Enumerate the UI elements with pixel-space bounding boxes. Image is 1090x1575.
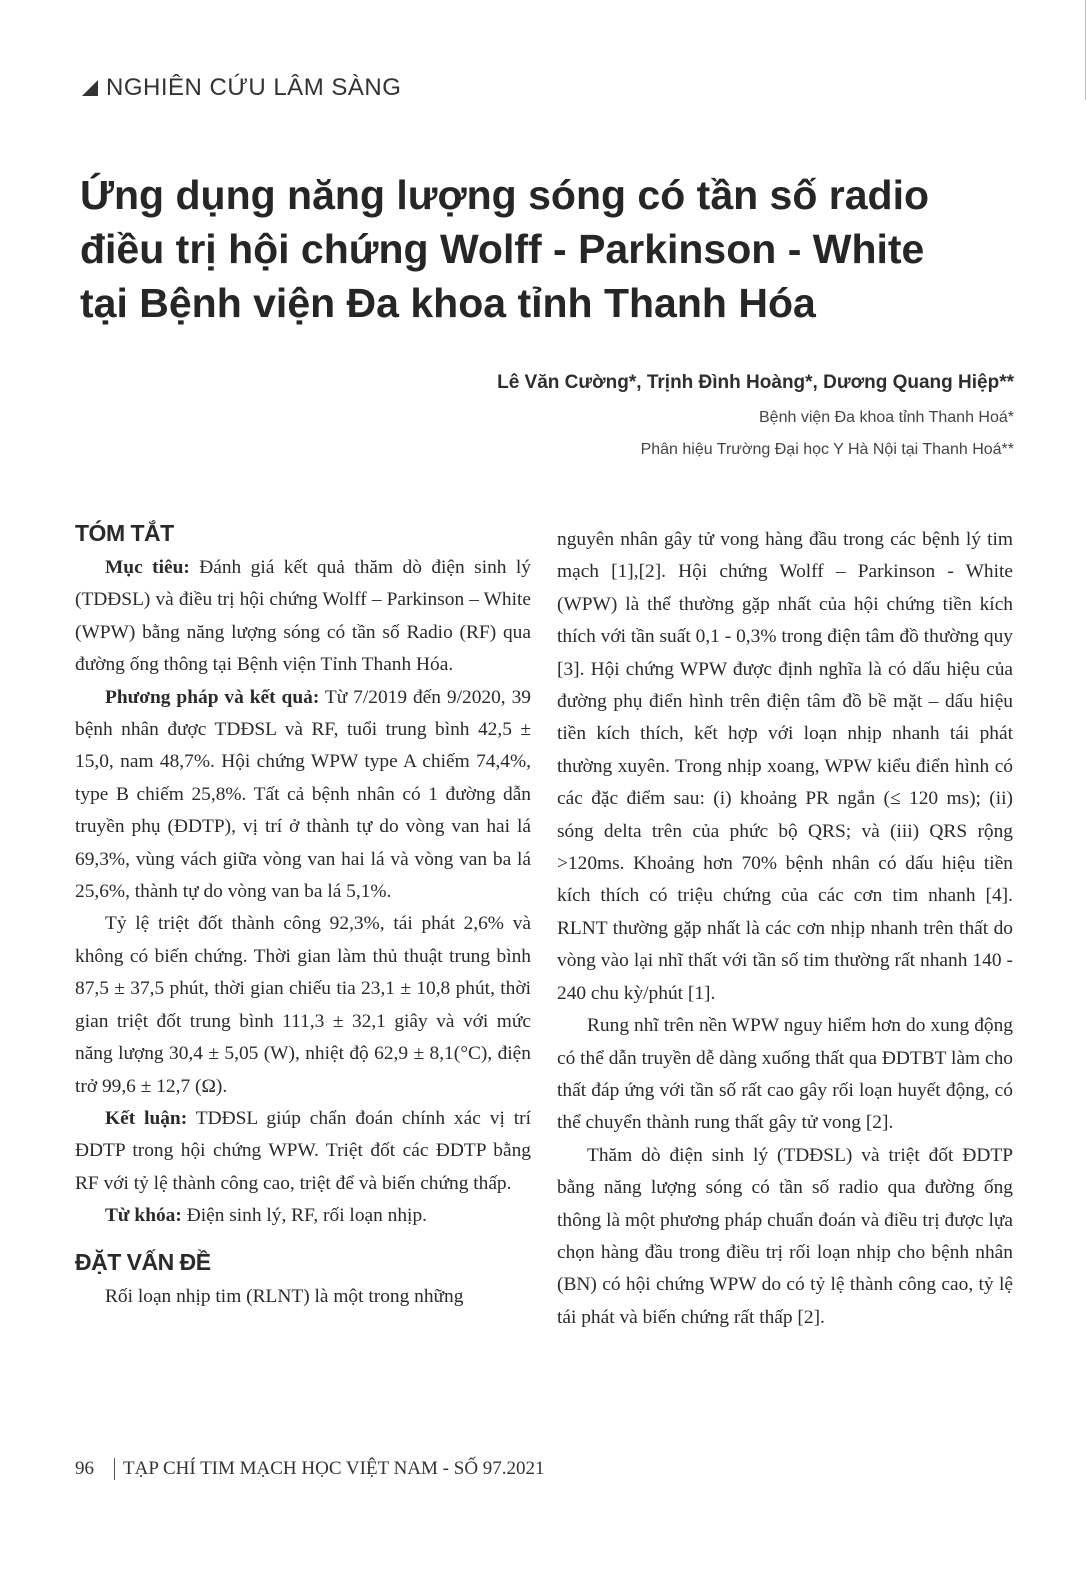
abstract-results: Tỷ lệ triệt đốt thành công 92,3%, tái phát 2,6% và không có biến chứng. Thời gian làm thủ thuật trung bình 87,5 ± 37,5 phút, thời gian chiếu tia 23,1 ± 10,8 phút, thời gian triệt đốt trung bình 111,3 ± 32,1 giây và với mức năng lượng 30,4 ± 5,05 (W), nhiệt độ 62,9 ± 8,1(°C), điện trở 99,6 ± 12,7 (Ω). (75, 913, 531, 1097)
keywords-text: Điện sinh lý, RF, rối loạn nhịp. (181, 1205, 427, 1227)
affiliation: Phân hiệu Trường Đại học Y Hà Nội tại Thanh Hoá** (640, 441, 1014, 458)
left-column (75, 516, 531, 1313)
conclusion-text: TDĐSL giúp chẩn đoán chính xác vị trí ĐDTP trong hội chứng WPW. Triệt đốt các ĐDTP bằng RF với tỷ lệ thành công cao, triệt để và biến chứng thấp. (75, 1107, 531, 1194)
triangle-icon (82, 80, 98, 96)
intro-paragraph-start: Rối loạn nhịp tim (RLNT) là một trong những (105, 1285, 464, 1307)
footer-divider (114, 1458, 115, 1480)
abstract-objective (75, 552, 531, 682)
abstract-conclusion (75, 1103, 531, 1200)
abstract-heading: TÓM TẮT (75, 520, 174, 546)
conclusion-label: Kết luận: (105, 1107, 188, 1129)
page-footer (75, 1458, 545, 1480)
section-header-label: NGHIÊN CỨU LÂM SÀNG (106, 74, 402, 101)
abstract-methods (75, 682, 531, 909)
intro-paragraph: Thăm dò điện sinh lý (TDĐSL) và triệt đốt ĐDTP bằng năng lượng sóng có tần số radio qua đường ống thông là một phương pháp chuẩn đoán và điều trị được lựa chọn hàng đầu trong điều trị rối loạn nhịp cho bệnh nhân (BN) có hội chứng WPW do có tỷ lệ thành công cao, tỷ lệ tái phát và biến chứng rất thấp [2]. (557, 1144, 1013, 1328)
intro-paragraph-continued: nguyên nhân gây tử vong hàng đầu trong các bệnh lý tim mạch [1],[2]. Hội chứng Wolff – Parkinson - White (WPW) là thể thường gặp nhất của hội chứng tiền kích thích với tần suất 0,1 - 0,3% trong điện tâm đồ thường quy [3]. Hội chứng WPW được định nghĩa là có dấu hiệu của đường phụ điển hình trên điện tâm đồ bề mặt – dấu hiệu tiền kích thích, kết hợp với loạn nhịp nhanh tái phát thường xuyên. Trong nhịp xoang, WPW kiểu điển hình có các đặc điểm sau: (i) khoảng PR ngắn (≤ 120 ms); (ii) sóng delta trên của phức bộ QRS; và (iii) QRS rộng >120ms. Khoảng hơn 70% bệnh nhân có dấu hiệu tiền kích thích có triệu chứng của các cơn tim nhanh [4]. RLNT thường gặp nhất là các cơn nhịp nhanh trên thất do vòng vào lại nhĩ thất với tần số tim thường rất nhanh 140 - 240 chu kỳ/phút [1]. (557, 529, 1013, 1004)
intro-paragraph: Rung nhĩ trên nền WPW nguy hiểm hơn do xung động có thể dẫn truyền dễ dàng xuống thất qua ĐDTBT làm cho thất đáp ứng với tần số rất cao gây rối loạn huyết động, có thể chuyển thành rung thất gây tử vong [2]. (557, 1015, 1013, 1134)
author-list: Lê Văn Cường*, Trịnh Đình Hoàng*, Dương Quang Hiệp** (497, 372, 1014, 393)
article-title (80, 168, 980, 330)
affiliation: Bệnh viện Đa khoa tỉnh Thanh Hoá* (759, 409, 1014, 426)
intro-heading: ĐẶT VẤN ĐỀ (75, 1248, 211, 1275)
abstract-keywords (75, 1200, 531, 1232)
journal-name: TẠP CHÍ TIM MẠCH HỌC VIỆT NAM - SỐ 97.2021 (123, 1458, 545, 1479)
title-line: Ứng dụng năng lượng sóng có tần số radio (80, 172, 930, 218)
objective-text: Đánh giá kết quả thăm dò điện sinh lý (TDĐSL) và điều trị hội chứng Wolff – Parkinson – White (WPW) bằng năng lượng sóng có tần số Radio (RF) qua đường ống thông tại Bệnh viện Tỉnh Thanh Hóa. (75, 557, 531, 676)
page-edge-line (1085, 0, 1086, 100)
title-line: tại Bệnh viện Đa khoa tỉnh Thanh Hóa (80, 280, 816, 326)
methods-label: Phương pháp và kết quả: (105, 686, 320, 708)
objective-label: Mục tiêu: (105, 557, 190, 578)
page-number: 96 (75, 1458, 94, 1479)
title-line: điều trị hội chứng Wolff - Parkinson - White (80, 226, 925, 272)
section-header (82, 74, 401, 102)
right-column (557, 524, 1013, 1334)
keywords-label: Từ khóa: (105, 1205, 182, 1227)
methods-text: Từ 7/2019 đến 9/2020, 39 bệnh nhân được TDĐSL và RF, tuổi trung bình 42,5 ± 15,0, nam 48,7%. Hội chứng WPW type A chiếm 74,4%, type B chiếm 25,8%. Tất cả bệnh nhân có 1 đường dẫn truyền phụ (ĐDTP), vị trí ở thành tự do vòng van hai lá 69,3%, vùng vách giữa vòng van hai lá và vòng van ba lá 25,6%, thành tự do vòng van ba lá 5,1%. (75, 686, 531, 903)
